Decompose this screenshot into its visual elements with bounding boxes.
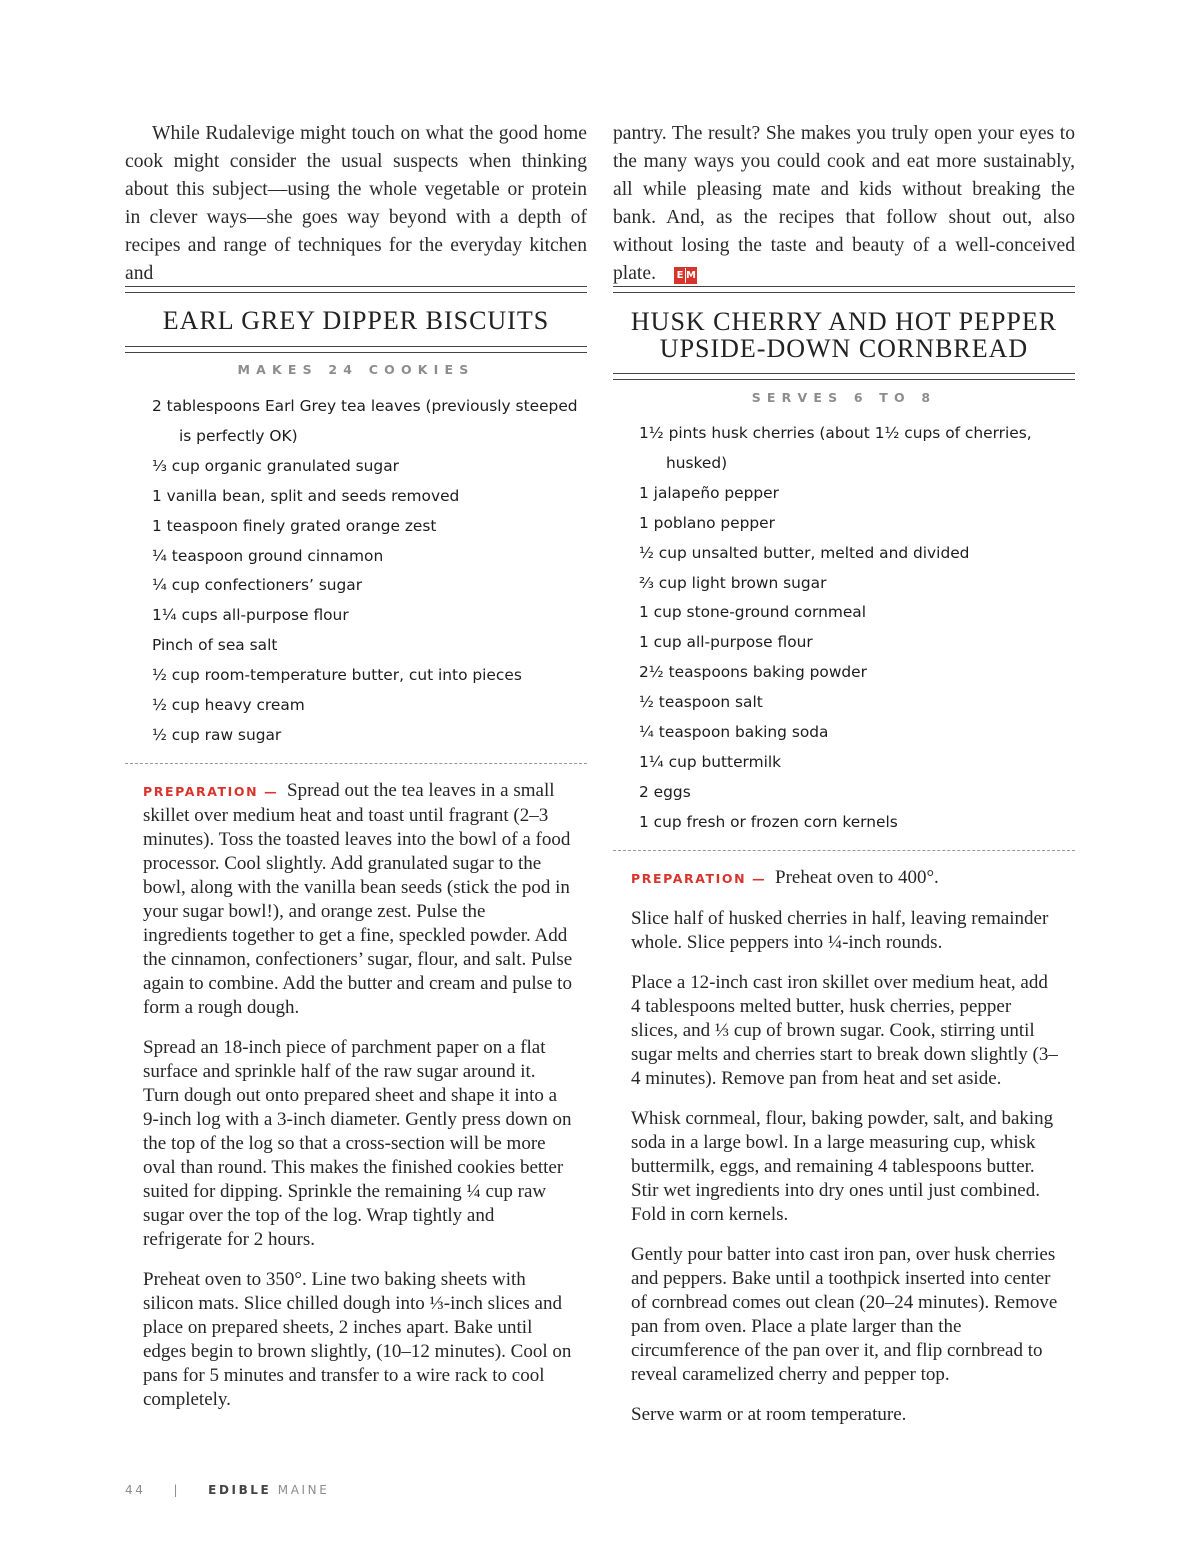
recipe1-prep-para-3: Preheat oven to 350°. Line two baking sheets with silicon mats. Slice chilled dough into ⅓-inch slices and place on prepared sheets, 2 inches apart. Bake until edges begin to brown slightly, (10–12 minutes). Cool on pans for 5 minutes and transfer to a wire rack to cool completely. [143,1269,572,1410]
recipe2-prep-para-3: Place a 12-inch cast iron skillet over medium heat, add 4 tablespoons melted butter, husk cherries, pepper slices, and ⅓ cup of brown sugar. Cook, stirring until sugar melts and cherries start to break down slightly (3–4 minutes). Remove pan from heat and set aside. [631,972,1058,1089]
publication-region: MAINE [277,1483,330,1497]
recipe1-title: EARL GREY DIPPER BISCUITS [162,306,550,335]
ingredient-item: 1 jalapeño pepper [639,483,779,502]
ingredient-item: 2 eggs [639,782,691,801]
ingredient-item: 1 vanilla bean, split and seeds removed [152,486,460,505]
recipe2-ingredient-list [639,419,1069,838]
ingredient-item: Pinch of sea salt [152,636,278,655]
edible-maine-logo-icon [674,267,697,284]
intro-text-left: While Rudalevige might touch on what the good home cook might consider the usual suspects when thinking about this subject—using the whole vegetable or protein in clever ways—she goes way beyond with a depth of recipes and range of techniques for the everyday kitchen and [125,123,587,284]
publication-name: EDIBLE [208,1483,272,1497]
recipe1-prep-para-2: Spread an 18-inch piece of parchment paper on a flat surface and sprinkle half of the raw sugar around it. Turn dough out onto prepared sheet and shape it into a 9-inch log with a 3-inch diameter. Gently press down on the top of the log so that a cross-section will be more oval than round. This makes the finished cookies better suited for dipping. Sprinkle the remaining ¼ cup raw sugar over the top of the log. Wrap tightly and refrigerate for 2 hours. [143,1037,572,1250]
recipe1-prep-label: PREPARATION — [143,784,279,799]
recipe2-title-line-1: HUSK CHERRY AND HOT PEPPER [630,307,1058,336]
logo-letter-m: M [686,270,696,281]
recipe2-preparation [631,866,1061,1443]
recipe2-prep-label: PREPARATION — [631,871,767,886]
recipe1-prep-para-1 [143,779,573,1020]
recipe2-title [613,308,1075,362]
recipe1-divider [125,763,587,764]
recipe2-prep-para-5: Gently pour batter into cast iron pan, over husk cherries and peppers. Bake until a toothpick inserted into center of cornbread comes out clean (20–24 minutes). Remove pan from oven. Place a plate larger than the circumference of the pan over it, and flip cornbread to reveal caramelized cherry and pepper top. [631,1244,1058,1385]
ingredient-item: ¼ teaspoon ground cinnamon [152,546,384,565]
recipe2-prep-para-1 [631,866,1061,891]
ingredient-item: 1 cup all-purpose flour [639,633,813,652]
ingredient-item: 2½ teaspoons baking powder [639,663,867,682]
ingredient-item: ½ cup heavy cream [152,696,305,715]
intro-left-column [125,120,587,288]
ingredient-item: 1½ pints husk cherries (about 1½ cups of cherries, husked) [639,424,1032,472]
recipe2-bottom-rule [613,373,1075,380]
recipe2-title-line-2: UPSIDE-DOWN CORNBREAD [659,334,1029,363]
ingredient-item: ½ cup room-temperature butter, cut into pieces [152,666,522,685]
ingredient-item: ¼ teaspoon baking soda [639,723,829,742]
ingredient-item: ¼ cup confectioners’ sugar [152,576,363,595]
ingredient-item: 1 teaspoon finely grated orange zest [152,516,437,535]
footer-separator: | [173,1483,181,1497]
ingredient-item: ½ teaspoon salt [639,693,763,712]
recipe1-ingredient-list [152,392,582,751]
logo-letter-e: E [676,270,684,281]
ingredient-item: 2 tablespoons Earl Grey tea leaves (previously steeped is perfectly OK) [152,397,578,445]
recipe2-divider [613,850,1075,851]
recipe2-prep-para-2: Slice half of husked cherries in half, leaving remainder whole. Slice peppers into ¼-inch rounds. [631,908,1049,953]
recipe1-prep-text-1: Spread out the tea leaves in a small skillet over medium heat and toast until fragrant (2–3 minutes). Toss the toasted leaves into the bowl of a food processor. Cool slightly. Add granulated sugar to the bowl, along with the vanilla bean seeds (stick the pod in your sugar bowl!), and orange zest. Pulse the ingredients together to get a fine, speckled powder. Add the cinnamon, confectioners’ sugar, flour, and salt. Pulse again to combine. Add the butter and cream and pulse to form a rough dough. [143,780,573,1018]
page-number: 44 [125,1483,146,1497]
ingredient-item: ½ cup raw sugar [152,725,282,744]
recipe1-top-rule [125,286,587,293]
ingredient-item: 1¼ cup buttermilk [639,752,782,771]
recipe1-preparation [143,779,573,1428]
intro-right-column [613,120,1075,288]
intro-text-right [613,120,1075,288]
ingredient-item: 1 poblano pepper [639,513,775,532]
intro-text-right-body: pantry. The result? She makes you truly open your eyes to the many ways you could cook and eat more sustainably, all while pleasing mate and kids without breaking the bank. And, as the recipes that follow shout out, also without losing the taste and beauty of a well-conceived plate. [613,123,1075,284]
ingredient-item: ½ cup unsalted butter, melted and divided [639,543,970,562]
recipe1-bottom-rule [125,346,587,353]
ingredient-item: 1 cup stone-ground cornmeal [639,603,867,622]
ingredient-item: 1¼ cups all-purpose flour [152,606,349,625]
page-footer [125,1483,329,1497]
recipe1-yield: MAKES 24 COOKIES [237,362,475,377]
recipe2-prep-para-6: Serve warm or at room temperature. [631,1404,907,1425]
ingredient-item: ⅔ cup light brown sugar [639,573,827,592]
ingredient-item: 1 cup fresh or frozen corn kernels [639,812,898,831]
ingredient-item: ⅓ cup organic granulated sugar [152,456,399,475]
recipe2-yield: SERVES 6 TO 8 [751,390,937,405]
recipe2-prep-text-1: Preheat oven to 400°. [775,867,939,888]
recipe2-top-rule [613,286,1075,293]
recipe2-prep-para-4: Whisk cornmeal, flour, baking powder, salt, and baking soda in a large bowl. In a large measuring cup, whisk buttermilk, eggs, and remaining 4 tablespoons butter. Stir wet ingredients into dry ones until just combined. Fold in corn kernels. [631,1108,1054,1225]
